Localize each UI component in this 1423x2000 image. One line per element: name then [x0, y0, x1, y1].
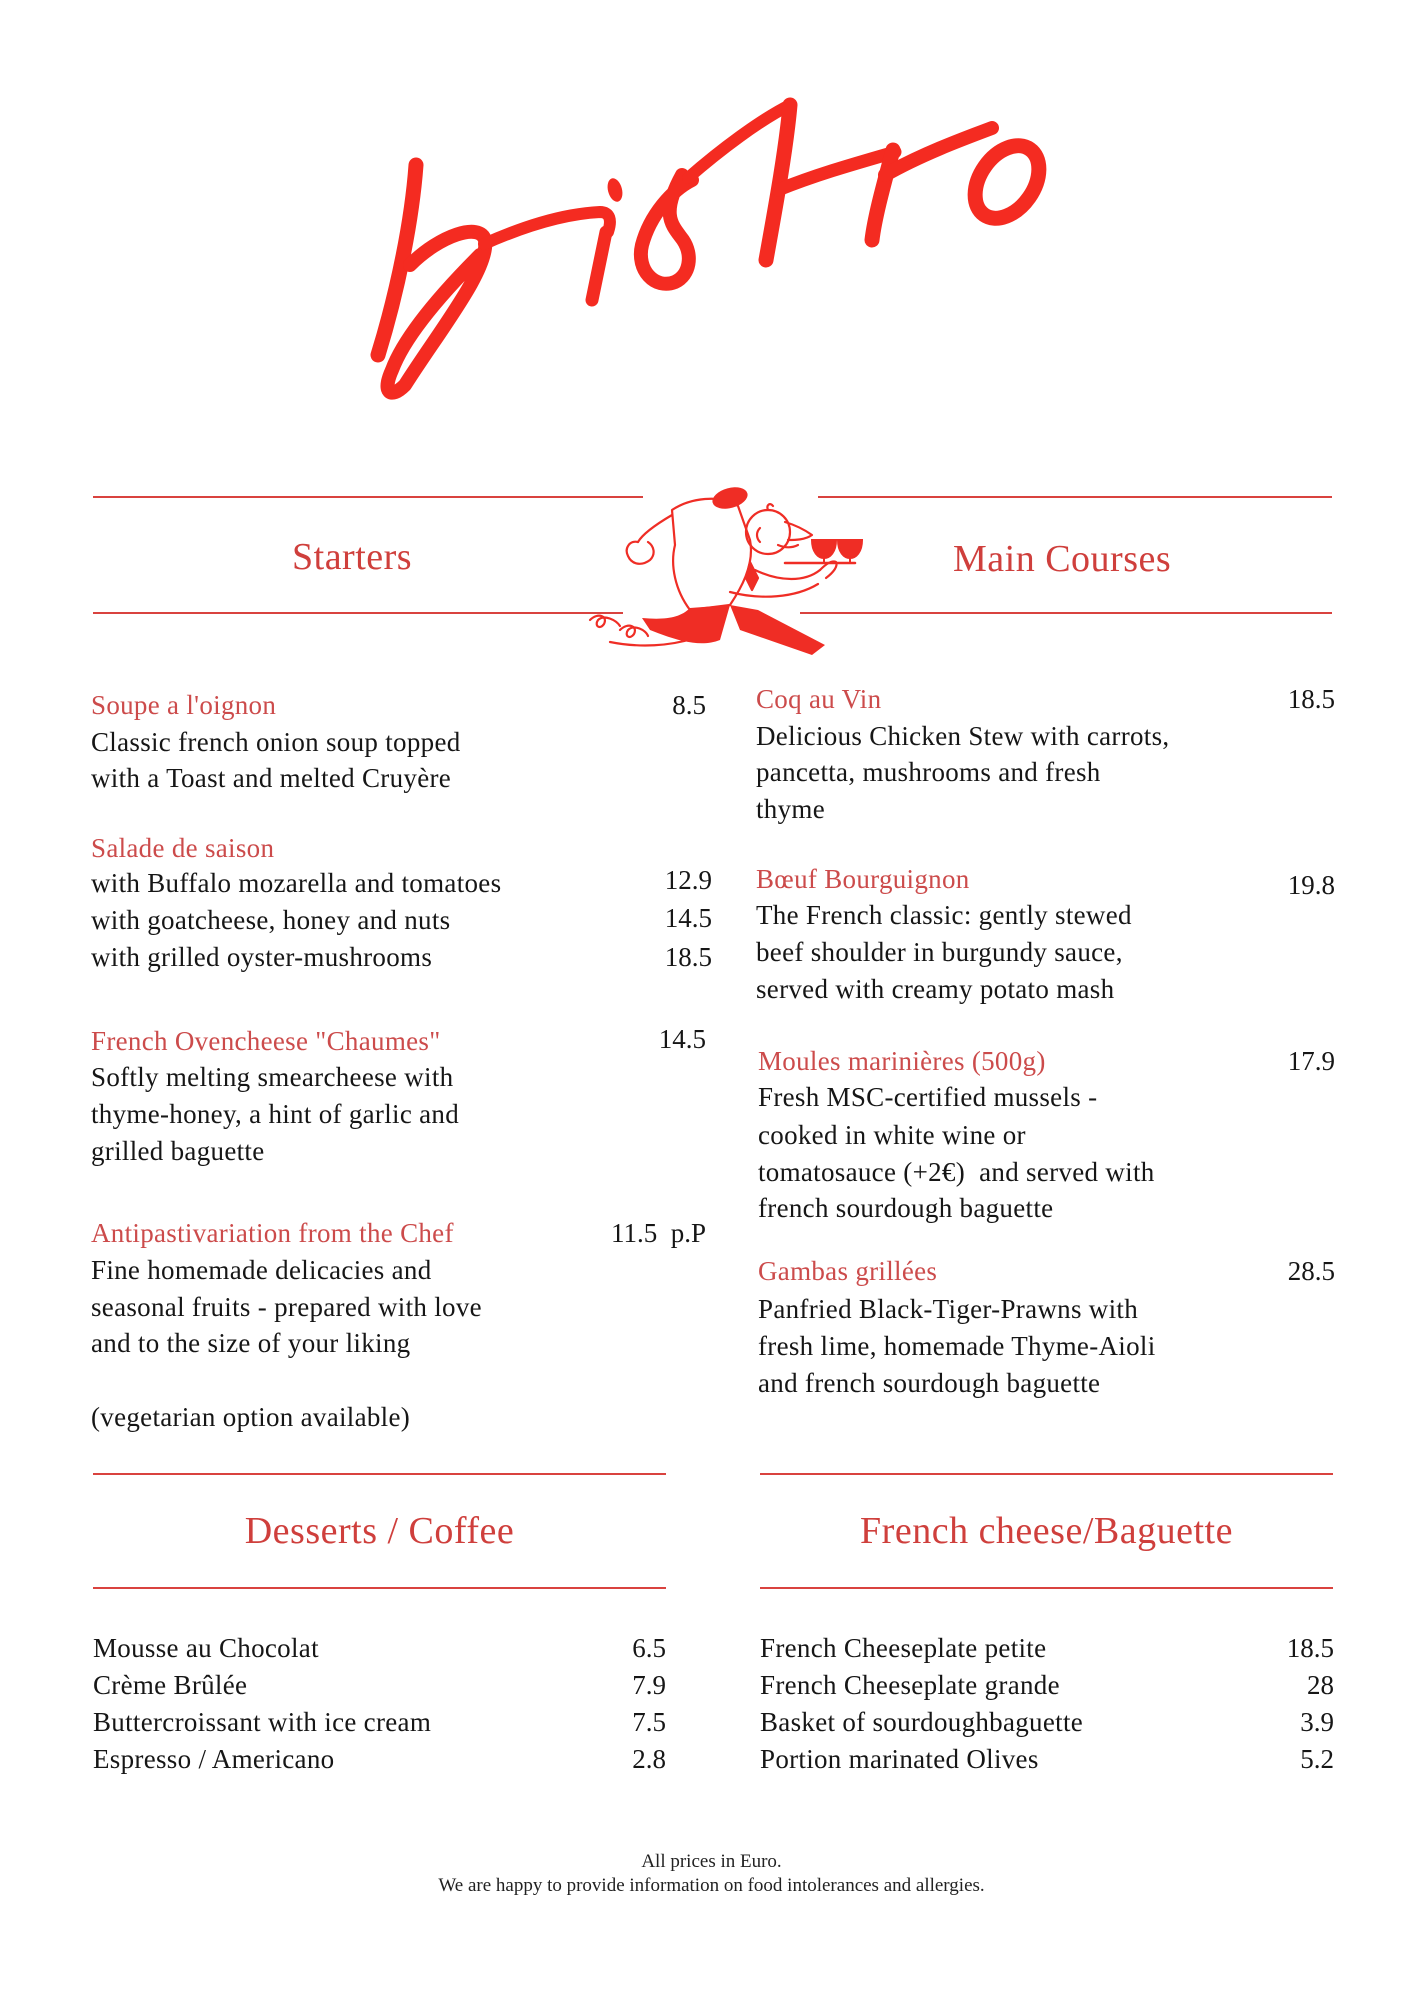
cheese-item-name: French Cheeseplate petite — [760, 1633, 1047, 1663]
divider-top-left — [93, 496, 643, 498]
dessert-item-price: 6.5 — [632, 1633, 666, 1663]
item-description-line: beef shoulder in burgundy sauce, — [756, 937, 1123, 967]
cheese-item-price: 28 — [1307, 1670, 1334, 1700]
item-description-line: tomatosauce (+2€) and served with — [758, 1157, 1155, 1187]
salad-variant-label: with goatcheese, honey and nuts — [91, 905, 451, 935]
item-title-soupe-a-loignon: Soupe a l'oignon — [91, 690, 277, 720]
dessert-item-name: Buttercroissant with ice cream — [93, 1707, 432, 1737]
cheese-item-price: 5.2 — [1300, 1744, 1334, 1774]
vegetarian-note: (vegetarian option available) — [91, 1402, 411, 1432]
cheese-item-price: 18.5 — [1286, 1633, 1334, 1663]
dessert-item-price: 2.8 — [632, 1744, 666, 1774]
divider-bottom-left — [93, 612, 623, 614]
item-description-line: and french sourdough baguette — [758, 1368, 1101, 1398]
item-title-salade-de-saison: Salade de saison — [91, 833, 275, 863]
item-description-line: seasonal fruits - prepared with love — [91, 1292, 482, 1322]
item-description-line: Delicious Chicken Stew with carrots, — [756, 721, 1170, 751]
divider-top-right — [818, 496, 1332, 498]
salad-variant-price: 14.5 — [664, 903, 712, 933]
item-price-boeuf-bourguignon: 19.8 — [1287, 870, 1335, 900]
section-title-desserts-coffee: Desserts / Coffee — [244, 1510, 515, 1552]
item-description-line: thyme — [756, 794, 825, 824]
item-price-coq-au-vin: 18.5 — [1287, 684, 1335, 714]
item-price-antipastivariation: 11.5 p.P — [610, 1218, 706, 1248]
dessert-item-name: Crème Brûlée — [93, 1670, 248, 1700]
footer-allergy-note: We are happy to provide information on food intolerances and allergies. — [438, 1875, 985, 1896]
item-description-line: cooked in white wine or — [758, 1120, 1026, 1150]
salad-variant-label: with grilled oyster-mushrooms — [91, 942, 433, 972]
divider-desserts-top — [93, 1473, 666, 1475]
cheese-item-name: Portion marinated Olives — [760, 1744, 1039, 1774]
item-title-french-ovencheese: French Ovencheese "Chaumes" — [91, 1026, 441, 1056]
dessert-item-name: Mousse au Chocolat — [93, 1633, 319, 1663]
salad-variant-label: with Buffalo mozarella and tomatoes — [91, 868, 502, 898]
item-title-moules-marinieres: Moules marinières (500g) — [758, 1046, 1046, 1076]
item-price-french-ovencheese: 14.5 — [658, 1024, 706, 1054]
item-title-coq-au-vin: Coq au Vin — [756, 684, 882, 714]
dessert-item-price: 7.5 — [632, 1707, 666, 1737]
item-description-line: Fresh MSC-certified mussels - — [758, 1082, 1098, 1112]
divider-desserts-bottom — [93, 1587, 666, 1589]
item-description-line: with a Toast and melted Cruyère — [91, 763, 452, 793]
section-title-starters: Starters — [292, 536, 413, 578]
divider-cheese-bottom — [760, 1587, 1333, 1589]
item-description-line: Fine homemade delicacies and — [91, 1255, 432, 1285]
item-title-gambas-grillees: Gambas grillées — [758, 1256, 938, 1286]
section-title-french-cheese-baguette: French cheese/Baguette — [860, 1510, 1233, 1552]
item-description-line: fresh lime, homemade Thyme-Aioli — [758, 1331, 1156, 1361]
cheese-item-price: 3.9 — [1300, 1707, 1334, 1737]
item-description-line: thyme-honey, a hint of garlic and — [91, 1099, 460, 1129]
item-description-line: grilled baguette — [91, 1136, 265, 1166]
salad-variant-price: 18.5 — [664, 942, 712, 972]
cheese-item-name: Basket of sourdoughbaguette — [760, 1707, 1084, 1737]
dessert-item-price: 7.9 — [632, 1670, 666, 1700]
item-description-line: Softly melting smearcheese with — [91, 1062, 454, 1092]
item-description-line: Panfried Black-Tiger-Prawns with — [758, 1294, 1139, 1324]
cheese-item-name: French Cheeseplate grande — [760, 1670, 1060, 1700]
item-price-gambas-grillees: 28.5 — [1287, 1256, 1335, 1286]
item-description-line: pancetta, mushrooms and fresh — [756, 757, 1101, 787]
item-title-antipastivariation: Antipastivariation from the Chef — [91, 1218, 454, 1248]
section-title-main-courses: Main Courses — [953, 538, 1172, 580]
item-description-line: french sourdough baguette — [758, 1193, 1054, 1223]
item-description-line: served with creamy potato mash — [756, 974, 1115, 1004]
item-description-line: Classic french onion soup topped — [91, 727, 461, 757]
item-price-moules-marinieres: 17.9 — [1287, 1046, 1335, 1076]
item-price-soupe-a-loignon: 8.5 — [672, 690, 706, 720]
footer-prices-note: All prices in Euro. — [641, 1851, 782, 1872]
item-description-line: The French classic: gently stewed — [756, 900, 1132, 930]
dessert-item-name: Espresso / Americano — [93, 1744, 335, 1774]
bistro-logo — [0, 0, 1423, 420]
item-description-line: and to the size of your liking — [91, 1328, 411, 1358]
salad-variant-price: 12.9 — [664, 865, 712, 895]
divider-cheese-top — [760, 1473, 1333, 1475]
item-title-boeuf-bourguignon: Bœuf Bourguignon — [756, 864, 970, 894]
waiter-illustration-icon — [580, 470, 880, 660]
